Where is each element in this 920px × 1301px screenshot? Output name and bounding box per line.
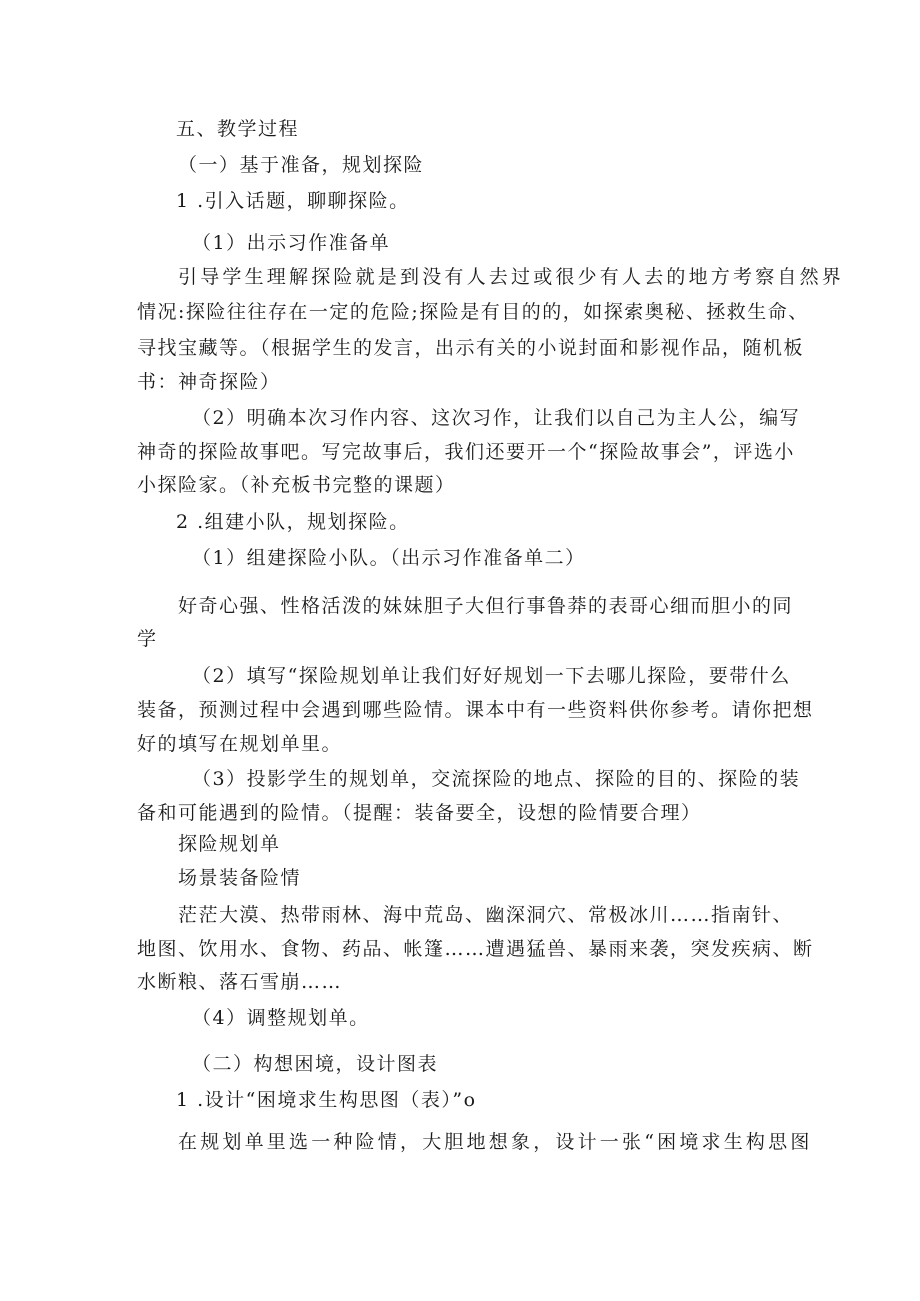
- paragraph-line: 学: [137, 628, 158, 650]
- paragraph-line: 引导学生理解探险就是到没有人去过或很少有人去的地方考察自然界: [178, 266, 845, 288]
- table-header: 场景装备险情: [178, 867, 302, 889]
- substep-heading: （1）出示习作准备单: [192, 232, 391, 254]
- paragraph-line: 备和可能遇到的险情。（提醒：装备要全，设想的险情要合理）: [137, 802, 702, 824]
- table-content-line: 地图、饮用水、食物、药品、帐篷……遭遇猛兽、暴雨来袭，突发疾病、断: [137, 938, 814, 960]
- subsection-heading: （二）构想困境，设计图表: [192, 1053, 439, 1075]
- table-content-line: 水断粮、落石雪崩……: [137, 971, 343, 993]
- table-content-line: 茫茫大漠、热带雨林、海中荒岛、幽深洞穴、常极冰川……指南针、: [178, 904, 794, 926]
- paragraph-line: 神奇的探险故事吧。写完故事后，我们还要开一个“探险故事会”，评选小: [137, 441, 795, 463]
- paragraph-line: 小探险家。（补充板书完整的课题）: [137, 474, 456, 496]
- table-title: 探险规划单: [178, 833, 281, 855]
- step-heading: 2 .组建小队，规划探险。: [176, 511, 410, 533]
- paragraph-line: 情况:探险往往存在一定的危险;探险是有目的的，如探索奥秘、拯救生命、: [137, 301, 809, 323]
- paragraph-line: 书：神奇探险）: [137, 371, 281, 393]
- step-heading: 1 .引入话题，聊聊探险。: [176, 190, 410, 212]
- paragraph-line: 在规划单里选一种险情，大胆地想象，设计一张“困境求生构思图: [178, 1131, 813, 1153]
- paragraph-line: （2）填写“探险规划单让我们好好规划一下去哪儿探险，要带什么: [192, 665, 791, 687]
- paragraph-line: 装备，预测过程中会遇到哪些险情。课本中有一些资料供你参考。请你把想: [137, 699, 814, 721]
- step-heading: 1 .设计“困境求生构思图（表）”o: [176, 1089, 477, 1111]
- paragraph-line: （2）明确本次习作内容、这次习作，让我们以自己为主人公，编写: [192, 407, 801, 429]
- paragraph-line: 好的填写在规划单里。: [137, 733, 343, 755]
- section-heading: 五、教学过程: [176, 118, 300, 140]
- substep-heading: （1）组建探险小队。（出示习作准备单二）: [192, 547, 586, 569]
- subsection-heading: （一）基于准备，规划探险: [178, 154, 425, 176]
- paragraph-line: （3）投影学生的规划单，交流探险的地点、探险的目的、探险的装: [192, 768, 801, 790]
- paragraph-line: 寻找宝藏等。（根据学生的发言，出示有关的小说封面和影视作品，随机板: [137, 337, 805, 359]
- paragraph-line: 好奇心强、性格活泼的妹妹胆子大但行事鲁莽的表哥心细而胆小的同: [178, 595, 794, 617]
- substep-heading: （4）调整规划单。: [192, 1007, 370, 1029]
